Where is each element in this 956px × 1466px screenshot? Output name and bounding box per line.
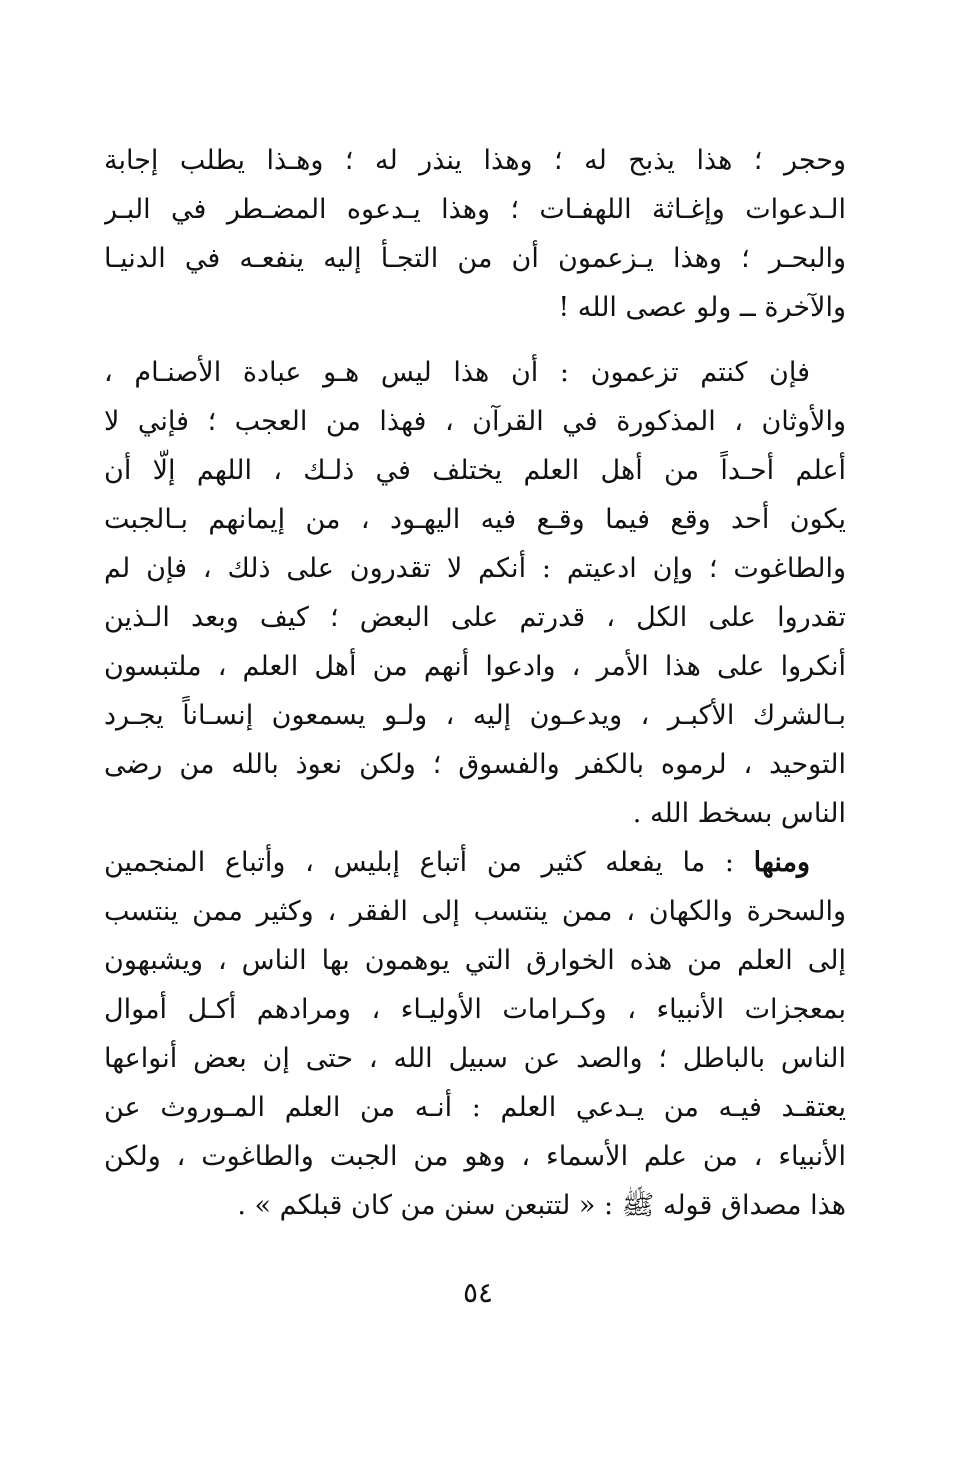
page-body <box>104 136 846 1230</box>
text-line: هذا مصداق قوله ﷺ : « لتتبعن سنن من كان قبلكم » . <box>237 1190 846 1221</box>
text-line: الـدعوات وإغـاثة اللهفـات ؛ وهذا يـدعوه المضـطر في البـر <box>104 194 846 225</box>
text-line: والآخرة ــ ولو عصى الله ! <box>558 292 846 323</box>
text-line <box>104 838 846 887</box>
page-number: ٥٤ <box>462 1276 494 1309</box>
text-line: تقدروا على الكل ، قدرتم على البعض ؛ كيف وبعد الـذين <box>104 602 846 633</box>
text-line: الناس بالباطل ؛ والصد عن سبيل الله ، حتى إن بعض أنواعها <box>104 1043 846 1074</box>
text-line: الأنبياء ، من علم الأسماء ، وهو من الجبت والطاغوت ، ولكن <box>104 1141 846 1172</box>
paragraph-lead: ومنها <box>753 847 810 878</box>
text-line: والطاغوت ؛ وإن ادعيتم : أنكم لا تقدرون على ذلك ، فإن لم <box>104 553 846 584</box>
text-line: وحجر ؛ هذا يذبح له ؛ وهذا ينذر له ؛ وهـذا يطلب إجابة <box>104 145 846 176</box>
text-line: بـالشرك الأكبـر ، ويدعـون إليه ، ولـو يسمعون إنسـاناً يجـرد <box>104 700 846 731</box>
paragraph-2 <box>104 348 846 838</box>
text-line: والأوثان ، المذكورة في القرآن ، فهذا من العجب ؛ فإني لا <box>104 406 846 437</box>
text-line: أنكروا على هذا الأمر ، وادعوا أنهم من أهل العلم ، ملتبسون <box>104 651 846 682</box>
text-line: والسحرة والكهان ، ممن ينتسب إلى الفقر ، وكثير ممن ينتسب <box>104 896 846 927</box>
text-line: يعتقـد فيـه من يـدعي العلم : أنـه من العلم المـوروث عن <box>104 1092 846 1123</box>
text-line: فإن كنتم تزعمون : أن هذا ليس هـو عبادة الأصنـام ، <box>104 357 810 388</box>
text-line: إلى العلم من هذه الخوارق التي يوهمون بها الناس ، ويشبهون <box>104 945 846 976</box>
text-line: أعلم أحـداً من أهل العلم يختلف في ذلـك ، اللهم إلّا أن <box>104 455 846 486</box>
text-line-rest: : ما يفعله كثير من أتباع إبليس ، وأتباع المنجمين <box>104 847 754 878</box>
text-line: التوحيد ، لرموه بالكفر والفسوق ؛ ولكن نعوذ بالله من رضى <box>104 749 846 780</box>
paragraph-3 <box>104 838 846 1230</box>
text-line: الناس بسخط الله . <box>632 798 846 829</box>
paragraph-1 <box>104 136 846 332</box>
text-line: بمعجزات الأنبياء ، وكـرامات الأوليـاء ، ومرادهم أكـل أموال <box>104 994 846 1025</box>
paragraph-gap <box>104 332 846 348</box>
text-line: والبحـر ؛ وهذا يـزعمون أن من التجـأ إليه ينفعـه في الدنيـا <box>104 243 846 274</box>
text-line: يكون أحد وقع فيما وقـع فيه اليهـود ، من إيمانهم بـالجبت <box>104 504 846 535</box>
